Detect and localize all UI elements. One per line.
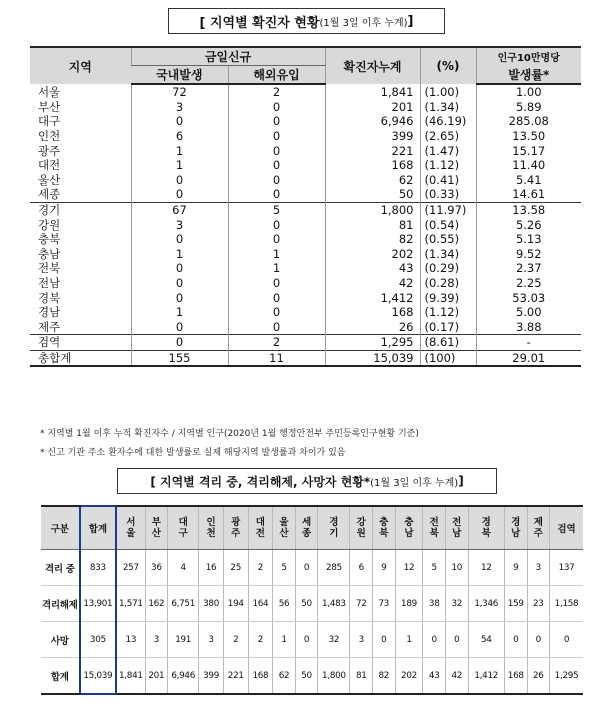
value-cell: 0 (295, 550, 318, 586)
value-cell: 0 (295, 622, 318, 658)
value-cell: 164 (248, 586, 273, 622)
table-row (30, 158, 581, 173)
value-cell: 1,412 (468, 658, 504, 695)
region-cell: 강원 (38, 217, 61, 232)
value-cell: (8.61) (420, 335, 476, 351)
table-row (41, 658, 583, 695)
table-row (30, 143, 581, 158)
value-cell: 73 (373, 586, 396, 622)
value-cell: 67 (131, 202, 228, 217)
value-cell: 56 (273, 586, 296, 622)
value-cell: (1.34) (420, 247, 476, 262)
col-header (273, 506, 296, 550)
value-cell: 50 (295, 658, 318, 695)
col-header-label: 전남 (452, 517, 462, 539)
col-header (199, 506, 224, 550)
value-cell: 1 (131, 305, 228, 320)
value-cell: 0 (527, 622, 550, 658)
value-cell: 3 (350, 622, 373, 658)
table-row (30, 187, 581, 202)
value-cell: 23 (527, 586, 550, 622)
value-cell: 15,039 (325, 350, 420, 366)
value-cell: 399 (199, 658, 224, 695)
value-cell: 2 (248, 550, 273, 586)
value-cell: 81 (325, 217, 420, 232)
value-cell: 50 (295, 586, 318, 622)
value-cell: 6 (350, 550, 373, 586)
col-header (504, 506, 527, 550)
value-cell: 0 (131, 232, 228, 247)
table-row (30, 276, 581, 291)
value-cell: 38 (423, 586, 446, 622)
value-cell: 1,571 (116, 586, 145, 622)
region-cell: 광주 (38, 143, 61, 158)
value-cell: 2.25 (476, 276, 581, 291)
table-row (30, 261, 581, 276)
col-header (423, 506, 446, 550)
header-per100k-line1: 인구10만명당 (476, 47, 581, 66)
value-cell: 50 (325, 187, 420, 202)
col-header-label: 구분 (50, 524, 69, 535)
value-cell: 2 (248, 622, 273, 658)
value-cell: 0 (228, 114, 325, 129)
region-cell: 울산 (38, 172, 61, 187)
value-cell: 15.17 (476, 143, 581, 158)
value-cell: 221 (223, 658, 248, 695)
value-cell: 6 (131, 129, 228, 144)
value-cell: 168 (325, 305, 420, 320)
region-cell: 부산 (38, 99, 61, 114)
value-cell: 26 (527, 658, 550, 695)
table-row (41, 622, 583, 658)
value-cell: 1,483 (318, 586, 350, 622)
value-cell: 5 (228, 202, 325, 217)
value-cell: 0 (550, 622, 583, 658)
col-header-label: 울산 (279, 517, 289, 539)
value-cell: 155 (131, 350, 228, 366)
region-cell: 총합계 (30, 350, 131, 366)
value-cell: 43 (423, 658, 446, 695)
value-cell: 202 (325, 247, 420, 262)
value-cell: 0 (228, 232, 325, 247)
region-cell: 경북 (38, 290, 61, 305)
value-cell: 305 (80, 622, 116, 658)
table1-title-text: [ 지역별 확진자 현황 (199, 15, 320, 31)
table-row (30, 290, 581, 305)
value-cell: 15,039 (80, 658, 116, 695)
value-cell: 257 (116, 550, 145, 586)
table-row (30, 173, 581, 188)
col-header (550, 506, 583, 550)
value-cell: 13,901 (80, 586, 116, 622)
value-cell: 82 (325, 232, 420, 247)
isolation-status-body (41, 550, 583, 695)
value-cell: 11.40 (476, 158, 581, 173)
value-cell: 1 (131, 247, 228, 262)
value-cell: 202 (395, 658, 423, 695)
value-cell: 11 (228, 350, 325, 366)
value-cell: 4 (168, 550, 199, 586)
table1-title-close: ] (407, 13, 414, 29)
value-cell: 0 (228, 217, 325, 232)
table-row (30, 320, 581, 335)
header-per100k-line2: 발생률* (476, 66, 581, 85)
col-header (318, 506, 350, 550)
row-label: 격리 중 (41, 550, 80, 586)
table-row (30, 217, 581, 232)
value-cell: (0.28) (420, 276, 476, 291)
value-cell: 0 (131, 276, 228, 291)
table-row (30, 247, 581, 262)
value-cell: 1 (273, 622, 296, 658)
table-row (41, 586, 583, 622)
region-cell: 대전 (38, 158, 61, 173)
value-cell: 1,346 (468, 586, 504, 622)
value-cell: (11.97) (420, 202, 476, 217)
value-cell: 25 (223, 550, 248, 586)
value-cell: 1 (228, 247, 325, 262)
region-cell: 경남 (38, 305, 61, 320)
col-header-label: 합계 (88, 524, 108, 535)
col-header (145, 506, 168, 550)
table-row (30, 202, 581, 217)
value-cell: (0.54) (420, 217, 476, 232)
value-cell: 81 (350, 658, 373, 695)
value-cell: 3 (145, 622, 168, 658)
col-header (168, 506, 199, 550)
value-cell: (100) (420, 350, 476, 366)
value-cell: 5 (273, 550, 296, 586)
region-cell: 경기 (30, 202, 131, 217)
value-cell: 62 (273, 658, 296, 695)
col-header-label: 부산 (151, 517, 161, 539)
value-cell: 0 (131, 187, 228, 202)
footnote-2: * 신고 기관 주소 환자수에 대한 발생률로 실제 해당지역 발생률과 차이가 있음 (40, 448, 346, 458)
value-cell: 0 (228, 320, 325, 335)
value-cell: 1.00 (476, 84, 581, 100)
value-cell: 0 (228, 276, 325, 291)
region-cell: 전북 (38, 261, 61, 276)
value-cell: (0.29) (420, 261, 476, 276)
col-header (116, 506, 145, 550)
col-header-label: 충남 (404, 517, 414, 539)
col-header (80, 506, 116, 550)
value-cell: 380 (199, 586, 224, 622)
table-row (30, 350, 581, 366)
header-cumulative: 확진자누계 (325, 47, 420, 84)
value-cell: 6,751 (168, 586, 199, 622)
value-cell: 0 (228, 290, 325, 305)
value-cell: 29.01 (476, 350, 581, 366)
value-cell: 285.08 (476, 114, 581, 129)
value-cell: 0 (228, 305, 325, 320)
value-cell: 2 (223, 622, 248, 658)
value-cell: (1.12) (420, 305, 476, 320)
value-cell: 62 (325, 173, 420, 188)
value-cell: 3 (131, 100, 228, 115)
value-cell: 13.58 (476, 202, 581, 217)
value-cell: 3.88 (476, 320, 581, 335)
col-header (527, 506, 550, 550)
value-cell: (2.65) (420, 129, 476, 144)
table1-title (168, 8, 445, 34)
value-cell: 168 (325, 158, 420, 173)
value-cell: 0 (131, 335, 228, 351)
col-header (468, 506, 504, 550)
value-cell: 5.26 (476, 217, 581, 232)
value-cell: 0 (131, 261, 228, 276)
value-cell: 2.37 (476, 261, 581, 276)
value-cell: (1.47) (420, 143, 476, 158)
value-cell: 42 (325, 276, 420, 291)
col-header-label: 강원 (356, 517, 366, 539)
value-cell: 54 (468, 622, 504, 658)
region-cell: 충북 (38, 232, 61, 247)
col-header (223, 506, 248, 550)
value-cell: 168 (248, 658, 273, 695)
value-cell: 0 (228, 173, 325, 188)
value-cell: (1.34) (420, 100, 476, 115)
regional-cases-body (30, 84, 581, 366)
table-row (30, 232, 581, 247)
region-cell: 세종 (38, 187, 61, 202)
col-header-label: 경남 (511, 517, 521, 539)
region-cell: 서울 (38, 84, 61, 99)
value-cell: (1.00) (420, 84, 476, 100)
value-cell: 0 (228, 143, 325, 158)
table-row (30, 305, 581, 320)
value-cell: 2 (228, 84, 325, 100)
col-header (445, 506, 468, 550)
value-cell: 5.89 (476, 100, 581, 115)
col-header-label: 광주 (231, 517, 241, 539)
value-cell: 0 (423, 622, 446, 658)
region-cell: 검역 (30, 335, 131, 351)
col-header-label: 충북 (379, 517, 389, 539)
table-row (30, 114, 581, 129)
value-cell: 13.50 (476, 129, 581, 144)
value-cell: (0.55) (420, 232, 476, 247)
value-cell: 3 (527, 550, 550, 586)
region-cell: 충남 (38, 246, 61, 261)
value-cell: 0 (228, 100, 325, 115)
value-cell: 9 (504, 550, 527, 586)
value-cell: 0 (373, 622, 396, 658)
value-cell: 1,800 (318, 658, 350, 695)
col-header (350, 506, 373, 550)
value-cell: 221 (325, 143, 420, 158)
value-cell: 0 (131, 114, 228, 129)
value-cell: 0 (228, 187, 325, 202)
col-header (248, 506, 273, 550)
value-cell: 1 (131, 158, 228, 173)
value-cell: 137 (550, 550, 583, 586)
value-cell: 201 (325, 100, 420, 115)
col-header-label: 제주 (533, 517, 543, 539)
value-cell: 1 (131, 143, 228, 158)
value-cell: 10 (445, 550, 468, 586)
col-header-label: 서울 (126, 517, 136, 539)
value-cell: 1,295 (550, 658, 583, 695)
value-cell: 5.41 (476, 173, 581, 188)
value-cell: 285 (318, 550, 350, 586)
value-cell: 3 (199, 622, 224, 658)
value-cell: 32 (318, 622, 350, 658)
table2-title (117, 468, 497, 494)
value-cell: 72 (350, 586, 373, 622)
col-header-label: 전북 (429, 517, 439, 539)
value-cell: 72 (131, 84, 228, 100)
value-cell: (0.41) (420, 173, 476, 188)
value-cell: 5.00 (476, 305, 581, 320)
row-label: 격리해제 (41, 586, 80, 622)
value-cell: 12 (468, 550, 504, 586)
value-cell: (0.33) (420, 187, 476, 202)
row-label: 합계 (41, 658, 80, 695)
value-cell: 399 (325, 129, 420, 144)
value-cell: (46.19) (420, 114, 476, 129)
value-cell: 53.03 (476, 290, 581, 305)
col-header-label: 인천 (206, 517, 216, 539)
value-cell: 36 (145, 550, 168, 586)
table-row (30, 100, 581, 115)
value-cell: (0.17) (420, 320, 476, 335)
region-cell: 인천 (38, 129, 61, 144)
value-cell: 5 (423, 550, 446, 586)
col-header-label: 검역 (557, 524, 576, 535)
table-row (30, 84, 581, 100)
value-cell: 12 (395, 550, 423, 586)
value-cell: 189 (395, 586, 423, 622)
footnote-1: * 지역별 1월 이후 누적 확진자수 / 지역별 인구(2020년 1월 행정안전부 주민등록인구현황 기준) (40, 429, 419, 439)
table-row (41, 550, 583, 586)
value-cell: 43 (325, 261, 420, 276)
col-header (373, 506, 396, 550)
regional-cases-table (30, 46, 581, 367)
value-cell: 1,841 (116, 658, 145, 695)
col-header-label: 대구 (178, 517, 188, 539)
value-cell: 162 (145, 586, 168, 622)
region-cell: 대구 (38, 114, 61, 129)
value-cell: 0 (445, 622, 468, 658)
value-cell: 1,800 (325, 202, 420, 217)
value-cell: 0 (504, 622, 527, 658)
value-cell: 1,841 (325, 84, 420, 100)
value-cell: 6,946 (325, 114, 420, 129)
value-cell: 0 (131, 173, 228, 188)
table2-title-close: ] (458, 474, 464, 488)
value-cell: 42 (445, 658, 468, 695)
value-cell: 9 (373, 550, 396, 586)
col-header (395, 506, 423, 550)
value-cell: 13 (116, 622, 145, 658)
value-cell: 0 (228, 158, 325, 173)
value-cell: (1.12) (420, 158, 476, 173)
value-cell: 1 (228, 261, 325, 276)
value-cell: 201 (145, 658, 168, 695)
header-overseas: 해외유입 (228, 66, 325, 85)
value-cell: 1,412 (325, 290, 420, 305)
region-cell: 제주 (38, 319, 61, 334)
col-header-label: 경기 (329, 517, 339, 539)
col-header-label: 세종 (301, 517, 312, 539)
value-cell: 2 (228, 335, 325, 351)
value-cell: 26 (325, 320, 420, 335)
table1-title-note: (1월 3일 이후 누계) (319, 17, 408, 29)
value-cell: 0 (131, 290, 228, 305)
table-row (30, 129, 581, 144)
col-header-label: 경북 (481, 517, 491, 539)
header-region: 지역 (30, 47, 131, 84)
table2-title-text: [ 지역별 격리 중, 격리해제, 사망자 현황* (150, 474, 371, 489)
header-domestic: 국내발생 (131, 66, 228, 85)
value-cell: 0 (228, 129, 325, 144)
header-today-new: 금일신규 (131, 47, 325, 66)
col-header (295, 506, 318, 550)
col-header-label: 대전 (255, 517, 265, 539)
value-cell: 1,158 (550, 586, 583, 622)
value-cell: 1 (395, 622, 423, 658)
isolation-status-table (41, 505, 583, 695)
value-cell: (9.39) (420, 290, 476, 305)
value-cell: 168 (504, 658, 527, 695)
col-header (41, 506, 80, 550)
value-cell: 194 (223, 586, 248, 622)
value-cell: 14.61 (476, 187, 581, 202)
table-row (30, 335, 581, 351)
value-cell: 82 (373, 658, 396, 695)
value-cell: 9.52 (476, 247, 581, 262)
header-pct: (%) (420, 47, 476, 84)
table2-title-note: (1월 3일 이후 누계) (370, 477, 459, 489)
value-cell: - (476, 335, 581, 351)
value-cell: 1,295 (325, 335, 420, 351)
value-cell: 159 (504, 586, 527, 622)
value-cell: 833 (80, 550, 116, 586)
value-cell: 6,946 (168, 658, 199, 695)
value-cell: 0 (131, 320, 228, 335)
value-cell: 3 (131, 217, 228, 232)
region-cell: 전남 (38, 276, 61, 291)
row-label: 사망 (41, 622, 80, 658)
value-cell: 5.13 (476, 232, 581, 247)
value-cell: 191 (168, 622, 199, 658)
value-cell: 16 (199, 550, 224, 586)
value-cell: 32 (445, 586, 468, 622)
